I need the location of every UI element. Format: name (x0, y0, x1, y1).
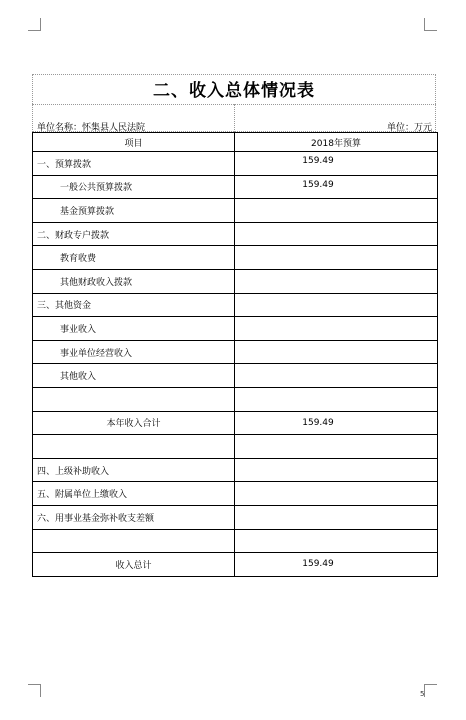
row-label: 四、上级补助收入 (33, 458, 235, 482)
table-row (33, 529, 438, 553)
row-value (235, 505, 438, 529)
table-row (33, 152, 438, 176)
row-value (235, 293, 438, 317)
row-label: 基金预算拨款 (33, 199, 235, 223)
row-value (235, 458, 438, 482)
crop-mark-top-left (28, 18, 41, 31)
row-label: 三、其他资金 (33, 293, 235, 317)
table-row (33, 317, 438, 341)
row-value (235, 340, 438, 364)
row-value (235, 246, 438, 270)
table-row-subtotal (33, 411, 438, 435)
row-value (235, 435, 438, 459)
row-value (235, 529, 438, 553)
column-header-budget: 2018年预算 (235, 133, 438, 152)
row-label: 事业收入 (33, 317, 235, 341)
table-row-total (33, 553, 438, 577)
row-label: 一、预算拨款 (33, 152, 235, 176)
table-row (33, 175, 438, 199)
row-label: 六、用事业基金弥补收支差额 (33, 505, 235, 529)
row-value (235, 222, 438, 246)
row-value (235, 199, 438, 223)
row-label: 二、财政专户拨款 (33, 222, 235, 246)
table-row (33, 269, 438, 293)
table-row (33, 505, 438, 529)
column-header-item: 项目 (33, 133, 235, 152)
table-row (33, 222, 438, 246)
table-row (33, 293, 438, 317)
crop-mark-bottom-left (28, 684, 41, 697)
unit-separator (234, 104, 235, 132)
table-row (33, 246, 438, 270)
table-row (33, 340, 438, 364)
table-title: 二、收入总体情况表 (153, 81, 315, 101)
table-row (33, 435, 438, 459)
crop-mark-top-right (424, 18, 437, 31)
table-header-row (33, 133, 438, 152)
table-row (33, 387, 438, 411)
income-table (32, 132, 438, 577)
row-label: 教育收费 (33, 246, 235, 270)
row-label: 收入总计 (33, 553, 235, 577)
table-row (33, 364, 438, 388)
row-value: 159.49 (235, 411, 438, 435)
page-number: 5 (420, 690, 425, 698)
row-label: 事业单位经营收入 (33, 340, 235, 364)
row-value (235, 269, 438, 293)
row-label (33, 435, 235, 459)
crop-mark-bottom-right (424, 684, 437, 697)
table-row (33, 199, 438, 223)
row-label: 其他财政收入拨款 (33, 269, 235, 293)
row-value (235, 364, 438, 388)
table-row (33, 482, 438, 506)
table-row (33, 458, 438, 482)
row-label: 一般公共预算拨款 (33, 175, 235, 199)
row-label: 本年收入合计 (33, 411, 235, 435)
unit-name-label: 单位名称：怀集县人民法院 (37, 123, 146, 133)
row-label: 五、附属单位上缴收入 (33, 482, 235, 506)
row-label (33, 387, 235, 411)
row-value: 159.49 (235, 553, 438, 577)
currency-unit-label: 单位：万元 (386, 123, 432, 133)
row-value (235, 317, 438, 341)
row-value: 159.49 (235, 152, 438, 176)
row-label (33, 529, 235, 553)
row-value: 159.49 (235, 175, 438, 199)
row-value (235, 387, 438, 411)
row-label: 其他收入 (33, 364, 235, 388)
row-value (235, 482, 438, 506)
